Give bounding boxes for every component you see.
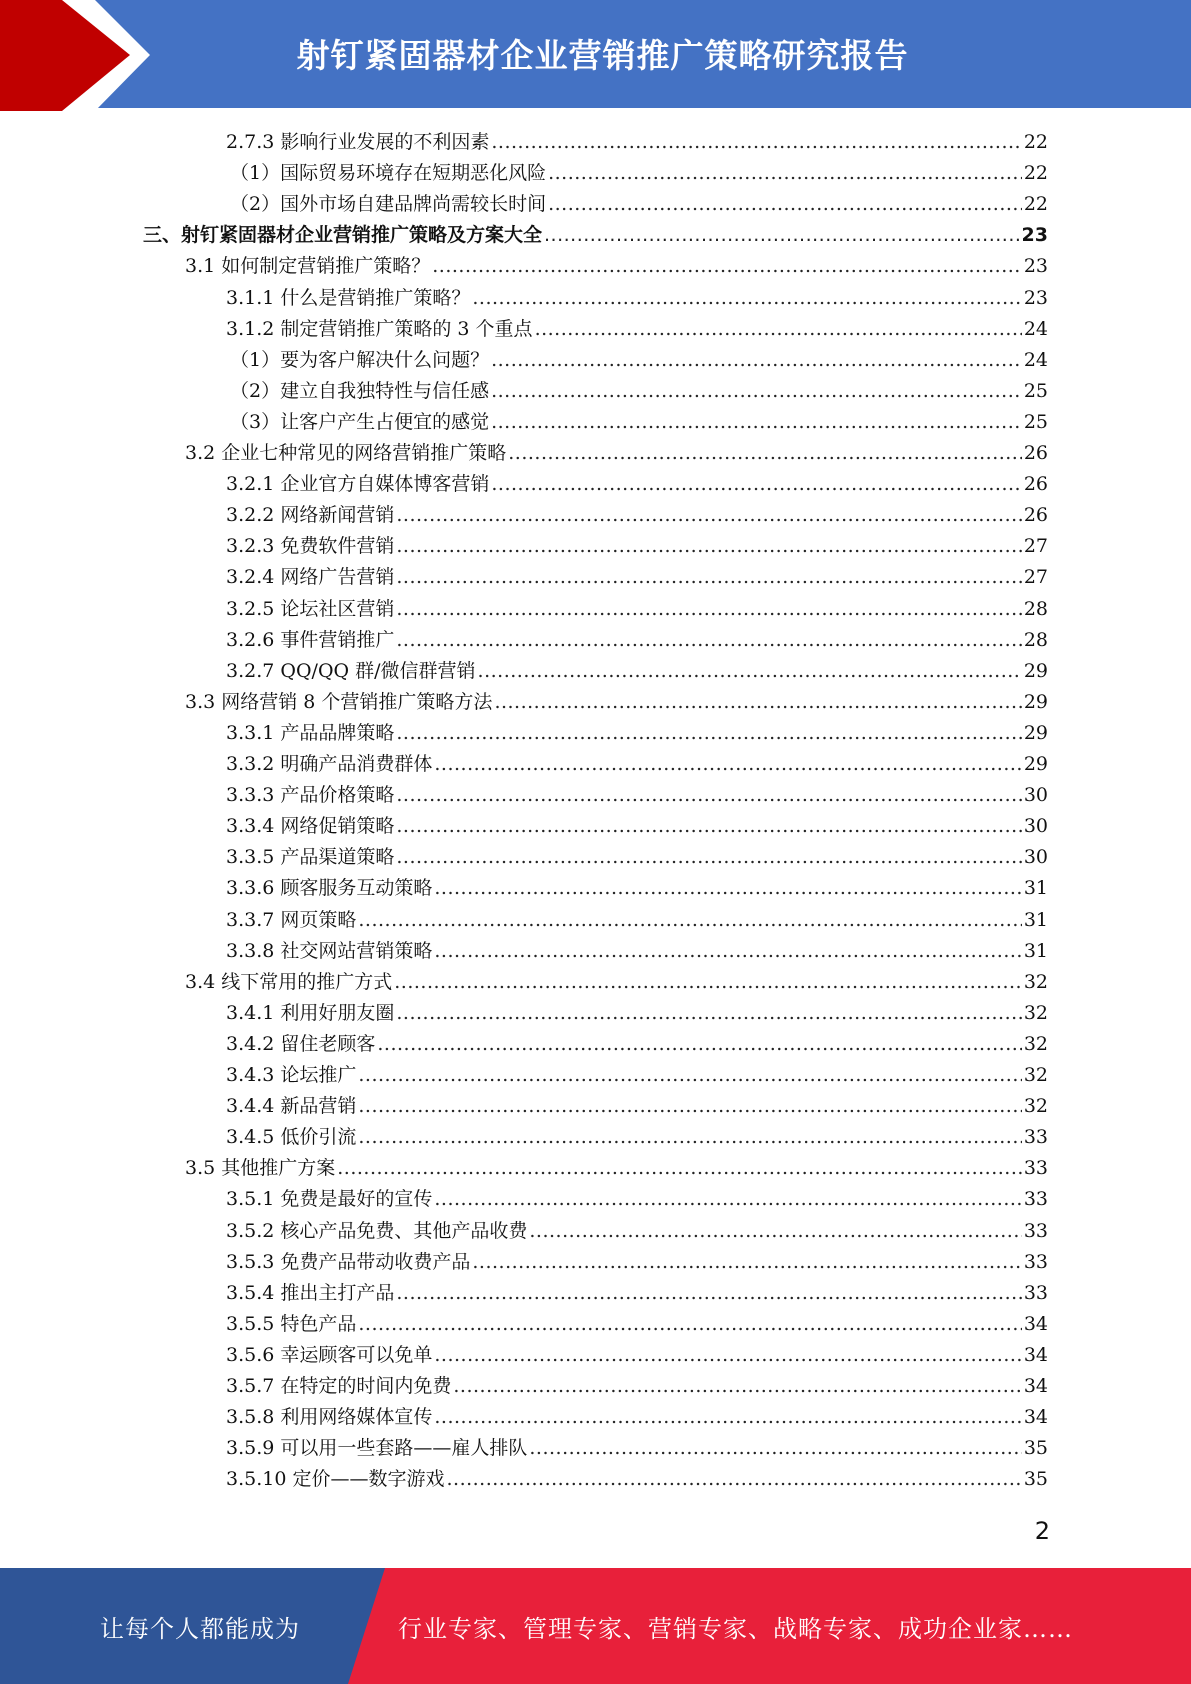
- toc-entry-page: 24: [1023, 317, 1048, 340]
- toc-entry-label: 3.5.5 特色产品: [226, 1312, 357, 1335]
- toc-leader-dots: [529, 1433, 1021, 1464]
- toc-entry-page: 25: [1023, 379, 1048, 402]
- toc-entry-page: 26: [1023, 504, 1048, 527]
- toc-entry-label: 三、射钉紧固器材企业营销推广策略及方案大全: [143, 224, 543, 247]
- toc-entry-page: 33: [1023, 1157, 1048, 1180]
- toc-leader-dots: [491, 127, 1021, 158]
- toc-leader-dots: [358, 1060, 1021, 1091]
- toc-entry-label: 3.3.6 顾客服务互动策略: [226, 877, 433, 900]
- toc-leader-dots: [544, 220, 1020, 251]
- toc-entry[interactable]: [230, 376, 1048, 407]
- toc-entry-page: 30: [1023, 815, 1048, 838]
- toc-entry[interactable]: [226, 1402, 1048, 1433]
- toc-entry-page: 34: [1023, 1312, 1048, 1335]
- toc-leader-dots: [535, 314, 1022, 345]
- toc-entry-page: 30: [1023, 846, 1048, 869]
- toc-entry-page: 26: [1023, 473, 1048, 496]
- toc-entry[interactable]: [230, 158, 1048, 189]
- toc-entry-label: 3.1 如何制定营销推广策略？: [185, 255, 431, 278]
- toc-entry[interactable]: [226, 998, 1048, 1029]
- footer-slogan-left: 让每个人都能成为: [100, 1614, 300, 1643]
- toc-leader-dots: [358, 1122, 1021, 1153]
- toc-leader-dots: [478, 656, 1022, 687]
- toc-entry-label: 3.1.2 制定营销推广策略的 3 个重点: [226, 317, 533, 340]
- toc-entry[interactable]: [226, 625, 1048, 656]
- toc-entry-label: 3.3 网络营销 8 个营销推广策略方法: [185, 690, 493, 713]
- toc-entry-page: 33: [1023, 1281, 1048, 1304]
- toc-entry-label: 2.7.3 影响行业发展的不利因素: [226, 131, 490, 153]
- toc-leader-dots: [358, 905, 1021, 936]
- toc-entry-label: 3.3.1 产品品牌策略: [226, 721, 395, 744]
- toc-entry[interactable]: [226, 1247, 1048, 1278]
- toc-entry-page: 35: [1023, 1437, 1048, 1460]
- toc-leader-dots: [434, 1340, 1021, 1371]
- toc-entry-page: 29: [1023, 690, 1048, 713]
- toc-leader-dots: [434, 873, 1021, 904]
- toc-entry-label: 3.3.5 产品渠道策略: [226, 846, 395, 869]
- toc-entry-label: 3.5.7 在特定的时间内免费: [226, 1375, 452, 1397]
- toc-leader-dots: [494, 687, 1021, 718]
- toc-entry-label: 3.4.3 论坛推广: [226, 1064, 357, 1086]
- toc-leader-dots: [491, 376, 1022, 407]
- toc-entry-page: 22: [1023, 131, 1048, 153]
- toc-entry-label: 3.4.2 留住老顾客: [226, 1032, 376, 1055]
- toc-entry-label: （1）要为客户解决什么问题？: [230, 348, 490, 371]
- toc-entry[interactable]: [226, 562, 1048, 593]
- toc-leader-dots: [377, 1029, 1021, 1060]
- toc-leader-dots: [394, 967, 1022, 998]
- toc-leader-dots: [358, 1309, 1021, 1340]
- toc-entry-label: 3.3.8 社交网站营销策略: [226, 939, 433, 962]
- footer-banner: [0, 1568, 1191, 1684]
- toc-entry[interactable]: [230, 345, 1048, 376]
- toc-entry-label: （2）国外市场自建品牌尚需较长时间: [230, 193, 547, 216]
- toc-leader-dots: [529, 1216, 1021, 1247]
- toc-entry-page: 24: [1023, 348, 1048, 371]
- toc-entry-label: 3.5.6 幸运顾客可以免单: [226, 1343, 433, 1366]
- toc-entry-label: 3.1.1 什么是营销推广策略？: [226, 286, 471, 309]
- toc-leader-dots: [491, 469, 1021, 500]
- toc-leader-dots: [508, 438, 1022, 469]
- toc-entry-label: 3.5.3 免费产品带动收费产品: [226, 1250, 471, 1273]
- toc-leader-dots: [491, 345, 1022, 376]
- toc-entry-label: 3.4.1 利用好朋友圈: [226, 1001, 395, 1024]
- toc-entry-page: 33: [1023, 1126, 1048, 1149]
- toc-entry-page: 34: [1023, 1375, 1048, 1397]
- toc-entry-label: 3.2 企业七种常见的网络营销推广策略: [185, 442, 507, 464]
- toc-entry-label: 3.3.7 网页策略: [226, 908, 357, 931]
- toc-entry[interactable]: [226, 1340, 1048, 1371]
- toc-leader-dots: [396, 842, 1021, 873]
- toc-entry-page: 32: [1023, 1001, 1048, 1024]
- toc-entry[interactable]: [185, 687, 1048, 718]
- toc-entry[interactable]: [226, 1278, 1048, 1309]
- toc-entry-page: 28: [1023, 597, 1048, 620]
- toc-entry-page: 30: [1023, 784, 1048, 807]
- toc-leader-dots: [396, 562, 1021, 593]
- toc-entry-label: 3.2.7 QQ/QQ 群/微信群营销: [226, 659, 476, 682]
- toc-leader-dots: [396, 811, 1021, 842]
- toc-entry-page: 32: [1023, 970, 1048, 993]
- toc-entry-label: 3.4 线下常用的推广方式: [185, 970, 393, 993]
- toc-leader-dots: [337, 1153, 1022, 1184]
- toc-leader-dots: [396, 625, 1021, 656]
- toc-entry-page: 28: [1023, 628, 1048, 651]
- toc-entry[interactable]: [226, 1091, 1048, 1122]
- toc-entry[interactable]: [185, 967, 1048, 998]
- toc-entry[interactable]: [143, 220, 1048, 251]
- toc-leader-dots: [396, 594, 1021, 625]
- toc-entry[interactable]: [226, 718, 1048, 749]
- toc-entry[interactable]: [226, 1371, 1048, 1402]
- toc-entry[interactable]: [226, 811, 1048, 842]
- toc-entry[interactable]: [226, 1029, 1048, 1060]
- toc-entry[interactable]: [185, 1153, 1048, 1184]
- toc-entry[interactable]: [226, 314, 1048, 345]
- toc-entry-page: 27: [1023, 566, 1048, 589]
- toc-entry-page: 29: [1023, 659, 1048, 682]
- toc-entry[interactable]: [226, 1122, 1048, 1153]
- toc-leader-dots: [396, 998, 1021, 1029]
- toc-entry-label: 3.2.3 免费软件营销: [226, 535, 395, 558]
- toc-entry-page: 29: [1023, 753, 1048, 775]
- toc-entry-label: 3.5.4 推出主打产品: [226, 1281, 395, 1304]
- header-banner: [0, 0, 1191, 111]
- toc-entry[interactable]: [226, 1433, 1048, 1464]
- toc-leader-dots: [396, 780, 1021, 811]
- toc-entry[interactable]: [226, 469, 1048, 500]
- toc-entry[interactable]: [226, 1060, 1048, 1091]
- toc-entry[interactable]: [226, 1184, 1048, 1215]
- toc-entry[interactable]: [226, 749, 1048, 780]
- toc-entry-page: 26: [1023, 442, 1048, 464]
- toc-entry-page: 34: [1023, 1343, 1048, 1366]
- toc-entry[interactable]: [226, 1309, 1048, 1340]
- toc-entry[interactable]: [230, 189, 1048, 220]
- toc-entry-page: 31: [1023, 939, 1048, 962]
- toc-entry-page: 33: [1023, 1250, 1048, 1273]
- toc-entry[interactable]: [226, 127, 1048, 158]
- toc-leader-dots: [548, 158, 1022, 189]
- toc-entry[interactable]: [226, 842, 1048, 873]
- toc-leader-dots: [434, 749, 1021, 780]
- page-number: 2: [1034, 1517, 1050, 1545]
- toc-entry-page: 22: [1023, 162, 1048, 185]
- toc-entry-label: 3.5.10 定价——数字游戏: [226, 1468, 445, 1491]
- toc-entry[interactable]: [226, 873, 1048, 904]
- toc-entry-label: 3.3.3 产品价格策略: [226, 784, 395, 807]
- toc-entry-page: 32: [1023, 1032, 1048, 1055]
- toc-leader-dots: [491, 407, 1022, 438]
- toc-entry-page: 29: [1023, 721, 1048, 744]
- toc-entry[interactable]: [226, 1216, 1048, 1247]
- toc-entry[interactable]: [226, 905, 1048, 936]
- toc-leader-dots: [434, 1402, 1021, 1433]
- toc-entry-label: （1）国际贸易环境存在短期恶化风险: [230, 162, 547, 185]
- toc-entry[interactable]: [185, 251, 1048, 282]
- toc-entry[interactable]: [185, 438, 1048, 469]
- document-title: 射钉紧固器材企业营销推广策略研究报告: [296, 35, 909, 75]
- toc-entry-page: 34: [1023, 1406, 1048, 1429]
- toc-leader-dots: [396, 718, 1021, 749]
- toc-entry-page: 35: [1023, 1468, 1048, 1491]
- toc-leader-dots: [472, 283, 1021, 314]
- footer-slogan-right: 行业专家、管理专家、营销专家、战略专家、成功企业家……: [398, 1614, 1073, 1643]
- toc-entry-page: 32: [1023, 1095, 1048, 1118]
- toc-entry[interactable]: [226, 1464, 1048, 1495]
- toc-entry-label: 3.2.4 网络广告营销: [226, 566, 395, 589]
- toc-entry-label: （3）让客户产生占便宜的感觉: [230, 410, 490, 433]
- toc-entry-page: 32: [1023, 1064, 1048, 1086]
- toc-entry-page: 22: [1023, 193, 1048, 216]
- toc-leader-dots: [396, 1278, 1021, 1309]
- toc-entry-page: 23: [1021, 224, 1048, 247]
- toc-entry-label: 3.5 其他推广方案: [185, 1157, 336, 1180]
- toc-leader-dots: [358, 1091, 1021, 1122]
- toc-entry[interactable]: [226, 594, 1048, 625]
- toc-entry-page: 23: [1023, 286, 1048, 309]
- toc-entry[interactable]: [226, 780, 1048, 811]
- toc-entry-label: 3.4.5 低价引流: [226, 1126, 357, 1149]
- toc-entry[interactable]: [226, 500, 1048, 531]
- toc-leader-dots: [446, 1464, 1021, 1495]
- toc-entry-page: 31: [1023, 908, 1048, 931]
- toc-leader-dots: [434, 936, 1021, 967]
- toc-entry-page: 31: [1023, 877, 1048, 900]
- toc-entry-label: 3.2.5 论坛社区营销: [226, 597, 395, 620]
- toc-entry[interactable]: [226, 283, 1048, 314]
- toc-entry-label: 3.2.2 网络新闻营销: [226, 504, 395, 527]
- toc-leader-dots: [432, 251, 1022, 282]
- toc-entry-label: 3.5.2 核心产品免费、其他产品收费: [226, 1219, 528, 1242]
- toc-leader-dots: [396, 531, 1021, 562]
- toc-entry-label: 3.5.9 可以用一些套路——雇人排队: [226, 1437, 528, 1460]
- toc-entry-label: 3.5.8 利用网络媒体宣传: [226, 1406, 433, 1429]
- toc-leader-dots: [434, 1184, 1021, 1215]
- toc-entry-label: 3.4.4 新品营销: [226, 1095, 357, 1118]
- toc-leader-dots: [396, 500, 1021, 531]
- toc-entry[interactable]: [226, 656, 1048, 687]
- toc-entry-label: 3.2.1 企业官方自媒体博客营销: [226, 473, 490, 496]
- toc-entry-page: 25: [1023, 410, 1048, 433]
- toc-entry[interactable]: [230, 407, 1048, 438]
- toc-leader-dots: [472, 1247, 1021, 1278]
- toc-entry-label: （2）建立自我独特性与信任感: [230, 379, 490, 402]
- toc-entry-label: 3.5.1 免费是最好的宣传: [226, 1188, 433, 1211]
- toc-entry-page: 33: [1023, 1188, 1048, 1211]
- toc-entry-label: 3.2.6 事件营销推广: [226, 628, 395, 651]
- toc-entry-label: 3.3.2 明确产品消费群体: [226, 753, 433, 775]
- toc-entry-page: 23: [1023, 255, 1048, 278]
- toc-entry[interactable]: [226, 531, 1048, 562]
- toc-entry-page: 33: [1023, 1219, 1048, 1242]
- toc-leader-dots: [453, 1371, 1021, 1402]
- toc-leader-dots: [548, 189, 1022, 220]
- toc-entry-page: 27: [1023, 535, 1048, 558]
- toc-entry-label: 3.3.4 网络促销策略: [226, 815, 395, 838]
- toc-entry[interactable]: [226, 936, 1048, 967]
